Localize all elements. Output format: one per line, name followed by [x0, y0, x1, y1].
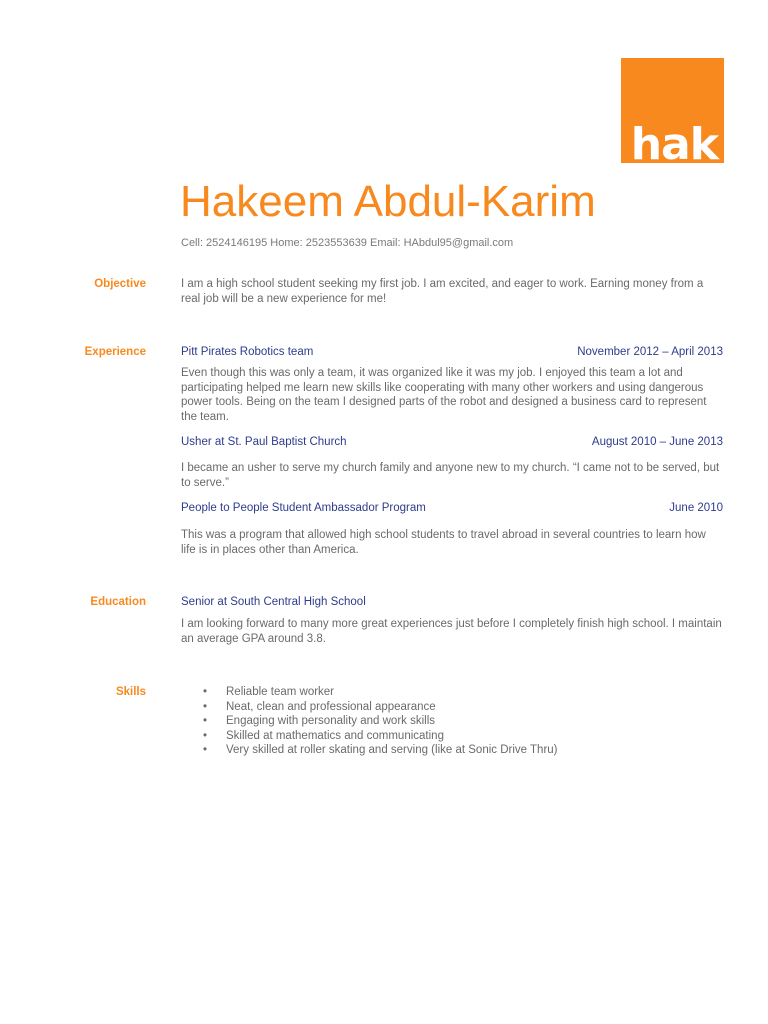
education-label: Education	[90, 596, 146, 608]
education-title: Senior at South Central High School	[181, 596, 366, 608]
education-description: I am looking forward to many more great experiences just before I completely finish high school. I maintain an average GPA around 3.8.	[181, 618, 722, 645]
skill-item: • Engaging with personality and work skills	[181, 714, 558, 729]
experience-entry-date: June 2010	[669, 502, 723, 514]
skills-label: Skills	[115, 686, 146, 698]
skill-item: • Skilled at mathematics and communicating	[181, 729, 558, 744]
experience-entry-description: I became an usher to serve my church family and anyone new to my church. “I came not to be served, but to serve.”	[181, 462, 720, 489]
experience-entry-description: This was a program that allowed high school students to travel abroad in several countries to learn how life is in places other than America.	[181, 529, 706, 556]
experience-entry-date: November 2012 – April 2013	[577, 346, 723, 358]
skills-list	[181, 685, 558, 758]
skill-item: • Very skilled at roller skating and serving (like at Sonic Drive Thru)	[181, 743, 558, 758]
logo-text: hak	[630, 119, 718, 170]
experience-entry-description: Even though this was only a team, it was organized like it was my job. I enjoyed this team a lot and participating helped me learn new skills like cooperating with many other workers and using dangerous power tools. Being on the team I designed parts of the robot and designed a business card to represent the team.	[181, 367, 707, 423]
experience-entry-date: August 2010 – June 2013	[591, 436, 723, 448]
skill-item: • Reliable team worker	[181, 685, 558, 700]
experience-label: Experience	[84, 346, 146, 358]
logo	[621, 58, 724, 170]
contact-info: Cell: 2524146195 Home: 2523553639 Email: HAbdul95@gmail.com	[181, 237, 514, 249]
candidate-name: Hakeem Abdul-Karim	[180, 177, 596, 226]
objective-label: Objective	[94, 278, 146, 290]
experience-entry-title: People to People Student Ambassador Program	[181, 502, 426, 514]
experience-entry-title: Usher at St. Paul Baptist Church	[181, 436, 347, 448]
skill-item: • Neat, clean and professional appearance	[181, 700, 558, 715]
experience-entry-title: Pitt Pirates Robotics team	[181, 346, 314, 358]
objective-text: I am a high school student seeking my first job. I am excited, and eager to work. Earning money from a real job will be a new experience for me!	[181, 278, 704, 305]
